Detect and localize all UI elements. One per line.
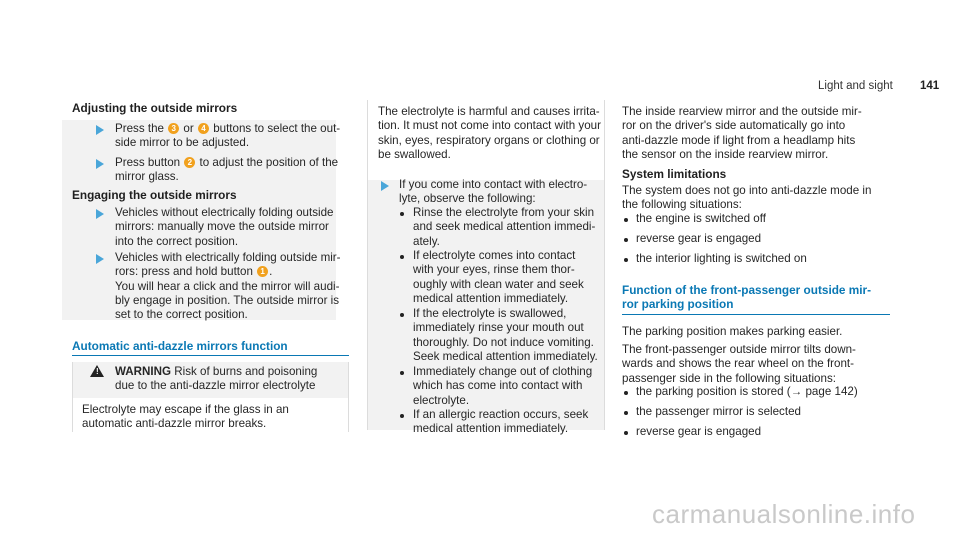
bullet-dot [400, 371, 404, 375]
number-2-icon: 2 [184, 157, 195, 168]
step-arrow-icon [96, 159, 104, 169]
engage-step-1: Vehicles without electrically folding outside mirrors: manually move the outside mirror into the correct position. [115, 206, 334, 248]
electrolyte-bullet-1: Rinse the electrolyte from your skin and seek medical attention immedi- ately. [413, 206, 596, 248]
auto-dazzle-heading: Automatic anti-dazzle mirrors function [72, 339, 288, 353]
heading-rule [72, 355, 349, 356]
adjust-heading: Adjusting the outside mirrors [72, 101, 238, 115]
parking-condition-item: the parking position is stored (→ page 142) [636, 385, 858, 398]
parking-position-heading: Function of the front-passenger outside mir- ror parking position [622, 283, 872, 311]
anti-dazzle-description: The inside rearview mirror and the outside mir- ror on the driver's side automatically go into anti-dazzle mode if light from a headlamp hits the sensor on the inside rearview mirror. [622, 105, 862, 161]
bullet-dot [400, 313, 404, 317]
number-1-icon: 1 [257, 266, 268, 277]
bullet-dot [624, 431, 628, 435]
electrolyte-bullet-4: Immediately change out of clothing which has come into contact with electrolyte. [413, 365, 593, 407]
electrolyte-bullet-3: If the electrolyte is swallowed, immediately rinse your mouth out thoroughly. Do not induce vomiting. Seek medical attention immediately. [413, 307, 598, 363]
warning-box-border [348, 362, 349, 432]
electrolyte-step: If you come into contact with electro- lyte, observe the following: [399, 178, 588, 206]
adjust-step-1: Press the 3 or 4 buttons to select the out- side mirror to be adjusted. [115, 122, 341, 150]
warning-box-border [72, 362, 73, 432]
parking-position-description: The front-passenger outside mirror tilts down- wards and shows the rear wheel on the front- passenger side in the following situations: [622, 343, 856, 385]
step-arrow-icon [381, 181, 389, 191]
engage-heading: Engaging the outside mirrors [72, 188, 237, 202]
limitation-item: the interior lighting is switched on [636, 252, 807, 265]
bullet-dot [624, 411, 628, 415]
bullet-dot [400, 212, 404, 216]
warning-triangle-icon: ! [90, 365, 104, 377]
bullet-dot [624, 258, 628, 262]
page-number: 141 [920, 80, 940, 92]
bullet-dot [624, 238, 628, 242]
limitation-item: the engine is switched off [636, 212, 766, 225]
parking-condition-item: the passenger mirror is selected [636, 405, 801, 418]
column-border [604, 100, 605, 430]
bullet-dot [624, 391, 628, 395]
step-arrow-icon [96, 209, 104, 219]
limitation-item: reverse gear is engaged [636, 232, 762, 245]
parking-position-intro: The parking position makes parking easier. [622, 325, 843, 338]
watermark: carmanualsonline.info [652, 499, 916, 529]
parking-condition-item: reverse gear is engaged [636, 425, 762, 438]
system-limitations-text: The system does not go into anti-dazzle mode in the following situations: [622, 184, 872, 212]
adjust-step-2: Press button 2 to adjust the position of the mirror glass. [115, 156, 339, 184]
number-3-icon: 3 [168, 123, 179, 134]
warning-body: Electrolyte may escape if the glass in an automatic anti-dazzle mirror breaks. [82, 403, 289, 431]
system-limitations-heading: System limitations [622, 167, 727, 181]
number-4-icon: 4 [198, 123, 209, 134]
section-title: Light and sight [818, 80, 893, 92]
engage-step-2: Vehicles with electrically folding outside mir- rors: press and hold button 1 . You will hear a click and the mirror will audi- bly engage in position. The outside mirror is set to the correct position. [115, 251, 341, 322]
step-arrow-icon [96, 254, 104, 264]
bullet-dot [400, 255, 404, 259]
electrolyte-intro: The electrolyte is harmful and causes irrita- tion. It must not come into contact with your skin, eyes, respiratory organs or clothing or be swallowed. [378, 105, 601, 161]
electrolyte-bullet-5: If an allergic reaction occurs, seek medical attention immediately. [413, 408, 589, 436]
bullet-dot [400, 414, 404, 418]
bullet-dot [624, 218, 628, 222]
heading-rule [622, 314, 890, 315]
step-arrow-icon [96, 125, 104, 135]
electrolyte-bullet-2: If electrolyte comes into contact with your eyes, rinse them thor- oughly with clean water and seek medical attention immediately. [413, 249, 584, 305]
warning-text: WARNING Risk of burns and poisoning due to the anti-dazzle mirror electrolyte [115, 365, 318, 393]
